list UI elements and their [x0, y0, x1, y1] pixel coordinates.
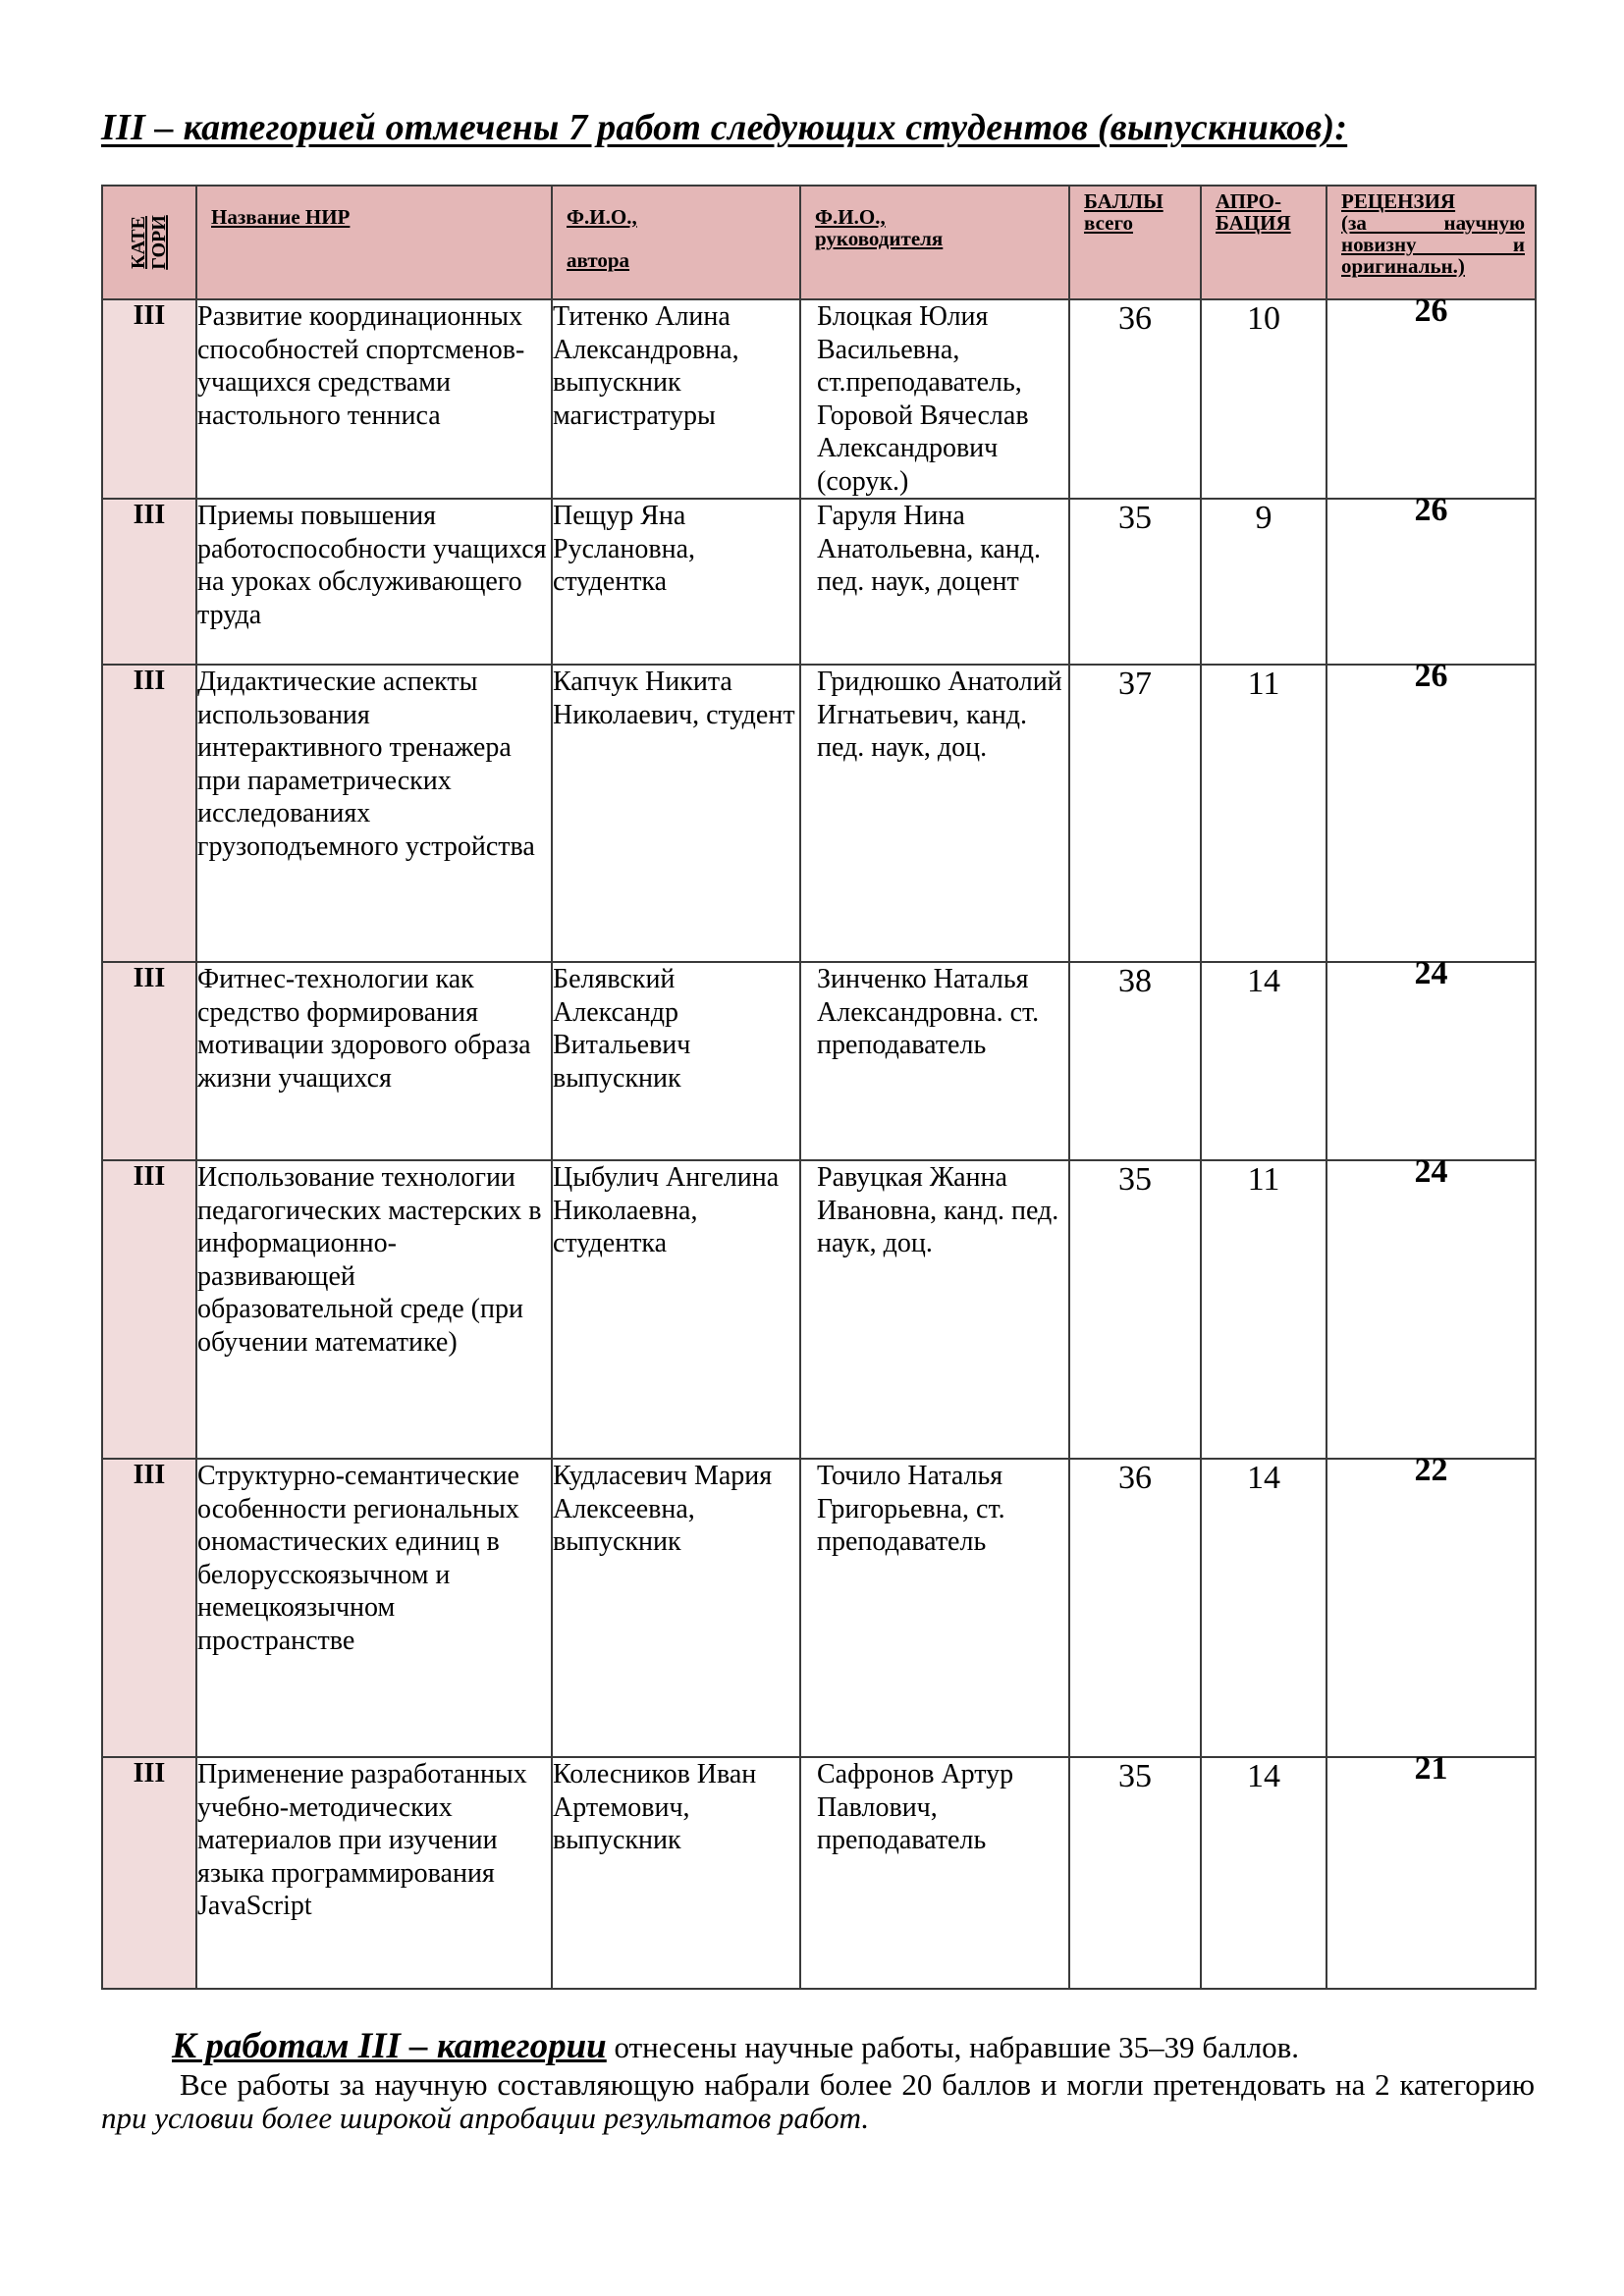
- table-row: [102, 499, 1536, 665]
- summary-lead: К работам III – категории: [172, 2026, 607, 2066]
- row-review-value: 22: [1414, 1452, 1448, 1488]
- row-author: Капчук Никита Николаевич, студент: [552, 665, 800, 962]
- row-category: III: [102, 1459, 196, 1757]
- header-category: [102, 186, 196, 299]
- summary-paragraph-2: [101, 2068, 1535, 2135]
- row-review: [1326, 1750, 1536, 1989]
- row-category: III: [102, 962, 196, 1160]
- summary-paragraph-2-italic: при условии более широкой апробации результатов работ.: [101, 2101, 870, 2135]
- row-total: 35: [1069, 1757, 1201, 1989]
- header-supervisor: [800, 186, 1069, 299]
- row-review-value: 26: [1414, 293, 1448, 329]
- row-title: Использование технологии педагогических мастерских в информационно-развивающей образовательной среде (при обучении математике): [196, 1160, 552, 1459]
- row-approbation: 11: [1201, 665, 1326, 962]
- row-review-value: 24: [1414, 1153, 1448, 1190]
- results-table: [101, 185, 1537, 1990]
- row-supervisor: Точило Наталья Григорьевна, ст. преподаватель: [800, 1459, 1069, 1757]
- table-row: [102, 665, 1536, 962]
- row-total: 36: [1069, 1459, 1201, 1757]
- row-total: 38: [1069, 962, 1201, 1160]
- row-title: Применение разработанных учебно-методических материалов при изучении языка программирования JavaScript: [196, 1757, 552, 1989]
- row-supervisor: Гаруля Нина Анатольевна, канд. пед. наук, доцент: [800, 499, 1069, 665]
- row-supervisor: Зинченко Наталья Александровна. ст. преподаватель: [800, 962, 1069, 1160]
- row-author: Колесников Иван Артемович, выпускник: [552, 1757, 800, 1989]
- row-supervisor: Сафронов Артур Павлович, преподаватель: [800, 1757, 1069, 1989]
- header-total-line2: всего: [1084, 211, 1134, 235]
- header-review-line2: (за научную новизну и оригинальн.): [1341, 211, 1525, 278]
- header-approbation: [1201, 186, 1326, 299]
- row-title: Приемы повышения работоспособности учащихся на уроках обслуживающего труда: [196, 499, 552, 665]
- header-author-line1: Ф.И.О.,: [567, 205, 637, 229]
- table-row: [102, 1160, 1536, 1459]
- table-row: [102, 962, 1536, 1160]
- row-review: [1326, 1153, 1536, 1459]
- header-author: [552, 186, 800, 299]
- row-title: Развитие координационных способностей спортсменов-учащихся средствами настольного тенниса: [196, 299, 552, 499]
- row-review: [1326, 293, 1536, 499]
- header-title-text: Название НИР: [211, 205, 351, 229]
- header-author-line2: автора: [567, 248, 630, 272]
- row-author: Пещур Яна Руслановна, студентка: [552, 499, 800, 665]
- summary-line-1: [101, 2026, 1535, 2066]
- row-approbation: 14: [1201, 962, 1326, 1160]
- row-author: Белявский Александр Витальевич выпускник: [552, 962, 800, 1160]
- header-supervisor-line2: руководителя: [815, 227, 944, 250]
- row-title: Дидактические аспекты использования интерактивного тренажера при параметрических исследованиях грузоподъемного устройства: [196, 665, 552, 962]
- row-author: Цыбулич Ангелина Николаевна, студентка: [552, 1160, 800, 1459]
- row-review: [1326, 955, 1536, 1160]
- row-review: [1326, 658, 1536, 962]
- row-supervisor: Равуцкая Жанна Ивановна, канд. пед. наук, доц.: [800, 1160, 1069, 1459]
- row-author: Кудласевич Мария Алексеевна, выпускник: [552, 1459, 800, 1757]
- table-row: [102, 1459, 1536, 1757]
- summary-text: [101, 2026, 1535, 2135]
- row-title: Фитнес-технологии как средство формирования мотивации здорового образа жизни учащихся: [196, 962, 552, 1160]
- row-review: [1326, 1452, 1536, 1757]
- row-review-value: 26: [1414, 492, 1448, 528]
- header-review-line1: РЕЦЕНЗИЯ: [1341, 189, 1456, 213]
- row-approbation: 14: [1201, 1459, 1326, 1757]
- row-author: Титенко Алина Александровна, выпускник магистратуры: [552, 299, 800, 499]
- table-row: [102, 1757, 1536, 1989]
- summary-line-1-rest: отнесены научные работы, набравшие 35–39 баллов.: [606, 2030, 1300, 2064]
- table-header-row: [102, 186, 1536, 299]
- row-category: III: [102, 1757, 196, 1989]
- row-supervisor: Гридюшко Анатолий Игнатьевич, канд. пед. наук, доц.: [800, 665, 1069, 962]
- row-review-value: 21: [1414, 1750, 1448, 1787]
- header-category-line2: ГОРИ: [148, 215, 170, 270]
- row-category: III: [102, 299, 196, 499]
- section-heading: III – категорией отмечены 7 работ следующих студентов (выпускников):: [101, 107, 1348, 148]
- row-category: III: [102, 499, 196, 665]
- row-total: 35: [1069, 499, 1201, 665]
- row-approbation: 9: [1201, 499, 1326, 665]
- row-approbation: 14: [1201, 1757, 1326, 1989]
- row-total: 37: [1069, 665, 1201, 962]
- header-approbation-line1: АПРО-: [1216, 189, 1282, 213]
- row-review-value: 26: [1414, 658, 1448, 694]
- header-title: [196, 186, 552, 299]
- row-total: 36: [1069, 299, 1201, 499]
- summary-paragraph-2-plain: Все работы за научную составляющую набрали более 20 баллов и могли претендовать на 2 категорию: [180, 2067, 1535, 2102]
- row-total: 35: [1069, 1160, 1201, 1459]
- header-review: [1326, 186, 1536, 299]
- table-row: [102, 299, 1536, 499]
- row-category: III: [102, 665, 196, 962]
- header-supervisor-line1: Ф.И.О.,: [815, 205, 886, 229]
- row-supervisor: Блоцкая Юлия Васильевна, ст.преподаватель, Горовой Вячеслав Александрович (сорук.): [800, 299, 1069, 499]
- header-total: [1069, 186, 1201, 299]
- row-approbation: 11: [1201, 1160, 1326, 1459]
- row-review-value: 24: [1414, 955, 1448, 991]
- row-approbation: 10: [1201, 299, 1326, 499]
- header-total-line1: БАЛЛЫ: [1084, 189, 1164, 213]
- row-review: [1326, 492, 1536, 665]
- row-category: III: [102, 1160, 196, 1459]
- header-approbation-line2: БАЦИЯ: [1216, 211, 1291, 235]
- header-category-line1: КАТЕ: [128, 216, 149, 269]
- row-title: Структурно-семантические особенности региональных ономастических единиц в белорусскоязычном и немецкоязычном пространстве: [196, 1459, 552, 1757]
